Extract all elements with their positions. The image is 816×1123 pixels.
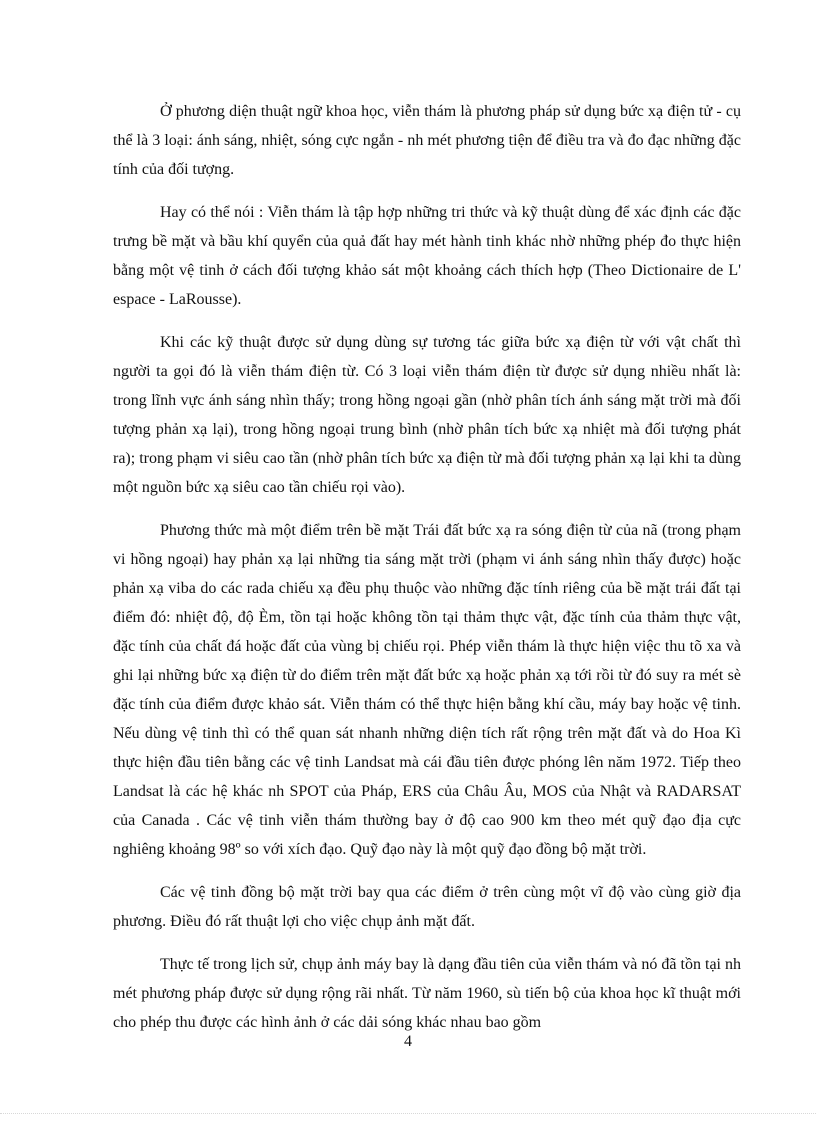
paragraph-4: Phương thức mà một điểm trên bề mặt Trái đất bức xạ ra sóng điện từ của nã (trong phạm vi hồng ngoại) hay phản xạ lại những tia sáng mặt trời (phạm vi ánh sáng nhìn thấy được) hoặc phản xạ viba do các rada chiếu xạ đều phụ thuộc vào những đặc tính riêng của bề mặt trái đất tại điểm đó: nhiệt độ, độ Èm, tồn tại hoặc không tồn tại thảm thực vật, đặc tính của thảm thực vật, đặc tính của chất đá hoặc đất của vùng bị chiếu rọi. Phép viễn thám là thực hiện việc thu tõ xa và ghi lại những bức xạ điện từ do điểm trên mặt đất bức xạ hoặc phản xạ tới rồi từ đó suy ra mét sè đặc tính của điểm được khảo sát. Viễn thám có thể thực hiện bằng khí cầu, máy bay hoặc vệ tinh. Nếu dùng vệ tinh thì có thể quan sát nhanh những diện tích rất rộng trên mặt đất và do Hoa Kì thực hiện đầu tiên bằng các vệ tinh Landsat mà cái đầu tiên được phóng lên năm 1972. Tiếp theo Landsat là các hệ khác nh SPOT của Pháp, ERS của Châu Âu, MOS của Nhật và RADARSAT của Canada . Các vệ tinh viễn thám thường bay ở độ cao 900 km theo mét quỹ đạo địa cực nghiêng khoảng 98º so với xích đạo. Quỹ đạo này là một quỹ đạo đồng bộ mặt trời. [113, 522, 741, 858]
paragraph-6: Thực tế trong lịch sử, chụp ảnh máy bay là dạng đầu tiên của viễn thám và nó đã tồn tại nh mét phương pháp được sử dụng rộng rãi nhất. Từ năm 1960, sù tiến bộ của khoa học kĩ thuật mới cho phép thu được các hình ảnh ở các dải sóng khác nhau bao gồm [113, 956, 741, 1031]
paragraph-3: Khi các kỹ thuật được sử dụng dùng sự tương tác giữa bức xạ điện từ với vật chất thì người ta gọi đó là viễn thám điện từ. Có 3 loại viễn thám điện từ được sử dụng nhiều nhất là: trong lĩnh vực ánh sáng nhìn thấy; trong hồng ngoại gần (nhờ phân tích ánh sáng mặt trời mà đối tượng phản xạ lại), trong hồng ngoại trung bình (nhờ phân tích bức xạ nhiệt mà đối tượng phát ra); trong phạm vi siêu cao tần (nhờ phân tích bức xạ điện từ mà đối tượng phản xạ lại khi ta dùng một nguồn bức xạ siêu cao tần chiếu rọi vào). [113, 334, 741, 496]
paragraph-1: Ở phương diện thuật ngữ khoa học, viễn thám là phương pháp sử dụng bức xạ điện tử - cụ thể là 3 loại: ánh sáng, nhiệt, sóng cực ngắn - nh mét phương tiện để điều tra và đo đạc những đặc tính của đối tượng. [113, 103, 741, 178]
page-number: 4 [404, 1033, 412, 1050]
body-text [113, 97, 741, 1051]
paragraph-5: Các vệ tinh đồng bộ mặt trời bay qua các điểm ở trên cùng một vĩ độ vào cùng giờ địa phương. Điều đó rất thuật lợi cho việc chụp ảnh mặt đất. [113, 884, 741, 930]
paragraph-2: Hay có thể nói : Viễn thám là tập hợp những tri thức và kỹ thuật dùng để xác định các đặc trưng bề mặt và bầu khí quyển của quả đất hay mét hành tinh khác nhờ những phép đo thực hiện bằng một vệ tinh ở cách đối tượng khảo sát một khoảng cách thích hợp (Theo Dictionaire de L' espace - LaRousse). [113, 204, 741, 308]
page-bottom-divider [0, 1113, 816, 1114]
